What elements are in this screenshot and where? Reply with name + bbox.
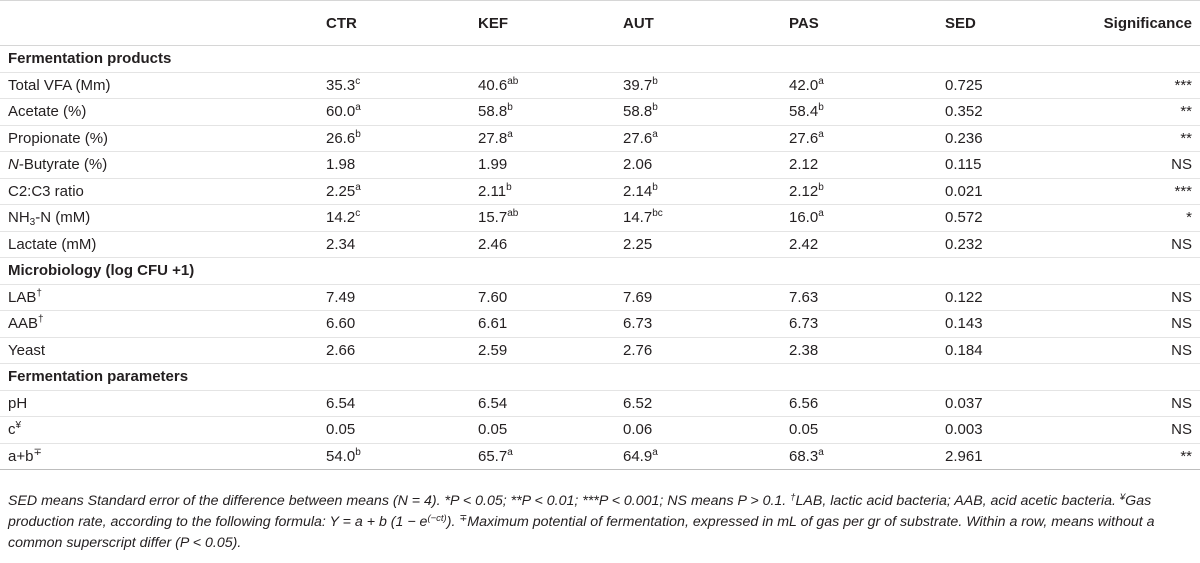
- cell-value: 54.0: [326, 447, 356, 465]
- cell-value: 6.54: [478, 394, 508, 412]
- cell-value: 64.9: [623, 447, 653, 465]
- cell-value: 2.06: [623, 156, 653, 174]
- table-row: [0, 72, 1200, 99]
- row-label: [0, 125, 322, 152]
- cell-ctr: [322, 231, 478, 258]
- cell-value: 2.66: [326, 341, 356, 359]
- cell-value: 26.6: [326, 129, 356, 147]
- cell-sed: [945, 178, 1071, 205]
- row-label: [0, 99, 322, 126]
- cell-pas: [789, 443, 945, 470]
- cell-superscript: b: [355, 128, 361, 140]
- cell-significance: NS: [1071, 231, 1200, 258]
- cell-value: 6.52: [623, 394, 653, 412]
- cell-significance: **: [1071, 443, 1200, 470]
- cell-ctr: [322, 417, 478, 444]
- cell-value: 6.60: [326, 315, 356, 333]
- cell-significance: ***: [1071, 178, 1200, 205]
- row-label: [0, 72, 322, 99]
- footnote-text: Maximum potential of fermentation, expressed in mL of gas per gr of substrate. Within a row, means without a common superscript differ (P < 0.05).: [8, 514, 1155, 551]
- cell-superscript: a: [507, 446, 513, 458]
- row-label-footnote-mark: ¥: [15, 420, 22, 432]
- cell-superscript: a: [355, 102, 361, 114]
- cell-aut: [622, 152, 789, 179]
- cell-value: 15.7: [478, 209, 508, 227]
- section-header-row: [0, 258, 1200, 285]
- header-aut: AUT: [622, 1, 789, 46]
- cell-value: 0.021: [945, 182, 983, 200]
- row-label-text: Propionate (%): [8, 129, 109, 147]
- table-footnote: [8, 491, 1194, 554]
- cell-superscript: a: [818, 446, 824, 458]
- header-sed: SED: [945, 1, 1071, 46]
- cell-significance: NS: [1071, 152, 1200, 179]
- cell-value: 39.7: [623, 76, 653, 94]
- table-row: [0, 390, 1200, 417]
- row-label-text: LAB: [8, 288, 37, 306]
- cell-pas: [789, 390, 945, 417]
- cell-value: 14.2: [326, 209, 356, 227]
- cell-significance: NS: [1071, 337, 1200, 364]
- section-title: Microbiology (log CFU +1): [0, 258, 1200, 285]
- cell-superscript: b: [652, 181, 658, 193]
- cell-value: 6.73: [623, 315, 653, 333]
- cell-kef: [478, 205, 622, 232]
- cell-value: 2.12: [789, 156, 819, 174]
- cell-value: 65.7: [478, 447, 508, 465]
- table-row: [0, 205, 1200, 232]
- cell-value: 2.34: [326, 235, 356, 253]
- cell-sed: [945, 337, 1071, 364]
- cell-value: 14.7: [623, 209, 653, 227]
- cell-value: 7.69: [623, 288, 653, 306]
- cell-value: 2.25: [326, 182, 356, 200]
- section-title: Fermentation parameters: [0, 364, 1200, 391]
- cell-aut: [622, 99, 789, 126]
- cell-ctr: [322, 178, 478, 205]
- cell-pas: [789, 99, 945, 126]
- cell-value: 0.06: [623, 421, 653, 439]
- section-header-row: [0, 46, 1200, 73]
- row-label-text: a+b: [8, 447, 34, 465]
- cell-value: 0.115: [945, 156, 982, 174]
- cell-value: 0.236: [945, 129, 983, 147]
- cell-value: 27.6: [623, 129, 653, 147]
- cell-value: 2.76: [623, 341, 653, 359]
- cell-value: 0.05: [478, 421, 508, 439]
- cell-superscript: b: [507, 102, 513, 114]
- row-label-text: Acetate (%): [8, 103, 87, 121]
- cell-significance: *: [1071, 205, 1200, 232]
- cell-pas: [789, 231, 945, 258]
- header-significance: Significance: [1071, 1, 1200, 46]
- cell-pas: [789, 311, 945, 338]
- cell-superscript: c: [355, 75, 361, 87]
- cell-aut: [622, 443, 789, 470]
- table-row: [0, 231, 1200, 258]
- footnote-minus-plus: ∓: [459, 513, 468, 524]
- cell-pas: [789, 125, 945, 152]
- cell-aut: [622, 125, 789, 152]
- cell-value: 6.73: [789, 315, 819, 333]
- cell-pas: [789, 72, 945, 99]
- cell-aut: [622, 205, 789, 232]
- footnote-text: Gas production rate, according to the following formula: Y = a + b (1 − e: [8, 493, 1152, 530]
- cell-pas: [789, 417, 945, 444]
- table-row: [0, 99, 1200, 126]
- cell-value: 7.63: [789, 288, 819, 306]
- row-label-text: Yeast: [8, 341, 45, 359]
- row-label: [0, 443, 322, 470]
- cell-aut: [622, 178, 789, 205]
- cell-value: 27.6: [789, 129, 819, 147]
- cell-sed: [945, 390, 1071, 417]
- table-row: [0, 125, 1200, 152]
- cell-ctr: [322, 99, 478, 126]
- row-label: [0, 311, 322, 338]
- cell-aut: [622, 72, 789, 99]
- cell-value: 7.49: [326, 288, 356, 306]
- cell-ctr: [322, 72, 478, 99]
- cell-value: 2.12: [789, 182, 819, 200]
- cell-sed: [945, 72, 1071, 99]
- table-row: [0, 284, 1200, 311]
- cell-sed: [945, 417, 1071, 444]
- cell-ctr: [322, 284, 478, 311]
- cell-superscript: a: [507, 128, 513, 140]
- cell-pas: [789, 178, 945, 205]
- cell-value: 42.0: [789, 76, 819, 94]
- table-row: [0, 311, 1200, 338]
- cell-superscript: a: [818, 128, 824, 140]
- cell-value: 0.352: [945, 103, 983, 121]
- cell-sed: [945, 152, 1071, 179]
- cell-value: 0.003: [945, 421, 983, 439]
- cell-kef: [478, 337, 622, 364]
- row-label: [0, 337, 322, 364]
- row-label-text: C2:C3 ratio: [8, 182, 84, 200]
- cell-value: 2.38: [789, 341, 819, 359]
- row-label-prefix: NH: [8, 209, 30, 227]
- cell-sed: [945, 125, 1071, 152]
- cell-value: 2.11: [478, 182, 507, 200]
- cell-sed: [945, 99, 1071, 126]
- cell-value: 0.184: [945, 341, 983, 359]
- footnote-exponent: (−ct): [427, 513, 447, 524]
- table-body: [0, 46, 1200, 470]
- cell-significance: NS: [1071, 284, 1200, 311]
- cell-value: 0.143: [945, 315, 983, 333]
- cell-value: 35.3: [326, 76, 356, 94]
- row-label-text: -N (mM): [35, 209, 91, 227]
- row-label-italic: N: [8, 156, 19, 174]
- row-label: [0, 178, 322, 205]
- row-label-footnote-mark: ∓: [33, 446, 42, 458]
- cell-value: 0.037: [945, 394, 983, 412]
- cell-ctr: [322, 443, 478, 470]
- cell-pas: [789, 152, 945, 179]
- footnote-yen: ¥: [1119, 492, 1126, 503]
- cell-superscript: a: [652, 446, 658, 458]
- row-label-text: -Butyrate (%): [18, 156, 108, 174]
- cell-ctr: [322, 311, 478, 338]
- row-label-footnote-mark: †: [38, 314, 44, 326]
- table-row: [0, 417, 1200, 444]
- cell-superscript: ab: [507, 75, 519, 87]
- cell-value: 58.4: [789, 103, 819, 121]
- cell-value: 58.8: [478, 103, 508, 121]
- cell-superscript: a: [818, 75, 824, 87]
- cell-superscript: b: [818, 181, 824, 193]
- cell-kef: [478, 125, 622, 152]
- row-label: [0, 152, 322, 179]
- cell-superscript: a: [355, 181, 361, 193]
- footnote-dagger: †: [790, 492, 796, 503]
- cell-superscript: b: [652, 102, 658, 114]
- footnote-text: ).: [446, 514, 460, 530]
- footnote-text: LAB, lactic acid bacteria; AAB, acid acetic bacteria.: [795, 493, 1120, 509]
- cell-superscript: a: [818, 208, 824, 220]
- cell-value: 0.05: [326, 421, 356, 439]
- cell-value: 2.14: [623, 182, 653, 200]
- cell-ctr: [322, 205, 478, 232]
- cell-superscript: bc: [652, 208, 663, 220]
- cell-sed: [945, 205, 1071, 232]
- table-row: [0, 152, 1200, 179]
- cell-value: 1.99: [478, 156, 508, 174]
- cell-value: 68.3: [789, 447, 819, 465]
- cell-value: 40.6: [478, 76, 508, 94]
- cell-superscript: b: [818, 102, 824, 114]
- cell-kef: [478, 417, 622, 444]
- cell-sed: [945, 311, 1071, 338]
- cell-significance: NS: [1071, 390, 1200, 417]
- cell-ctr: [322, 390, 478, 417]
- cell-kef: [478, 152, 622, 179]
- cell-superscript: b: [355, 446, 361, 458]
- row-label-text: AAB: [8, 315, 39, 333]
- cell-value: 2.25: [623, 235, 653, 253]
- header-row: [0, 1, 1200, 46]
- header-pas: PAS: [789, 1, 945, 46]
- cell-significance: NS: [1071, 417, 1200, 444]
- cell-superscript: c: [355, 208, 361, 220]
- cell-pas: [789, 337, 945, 364]
- section-header-row: [0, 364, 1200, 391]
- cell-value: 2.42: [789, 235, 819, 253]
- cell-significance: ***: [1071, 72, 1200, 99]
- cell-kef: [478, 390, 622, 417]
- table-row: [0, 443, 1200, 470]
- cell-value: 2.46: [478, 235, 508, 253]
- cell-value: 16.0: [789, 209, 819, 227]
- cell-significance: **: [1071, 125, 1200, 152]
- row-label: [0, 231, 322, 258]
- cell-kef: [478, 72, 622, 99]
- row-label-text: Lactate (mM): [8, 235, 97, 253]
- cell-aut: [622, 231, 789, 258]
- cell-value: 6.56: [789, 394, 819, 412]
- cell-aut: [622, 390, 789, 417]
- cell-value: 27.8: [478, 129, 508, 147]
- row-label: [0, 390, 322, 417]
- cell-value: 0.572: [945, 209, 983, 227]
- cell-kef: [478, 99, 622, 126]
- cell-pas: [789, 205, 945, 232]
- cell-superscript: b: [652, 75, 658, 87]
- cell-value: 0.232: [945, 235, 983, 253]
- row-label: [0, 205, 322, 232]
- cell-significance: **: [1071, 99, 1200, 126]
- table-row: [0, 337, 1200, 364]
- cell-kef: [478, 311, 622, 338]
- row-label: [0, 284, 322, 311]
- cell-kef: [478, 178, 622, 205]
- cell-sed: [945, 231, 1071, 258]
- cell-value: 58.8: [623, 103, 653, 121]
- table-row: [0, 178, 1200, 205]
- cell-aut: [622, 311, 789, 338]
- cell-ctr: [322, 337, 478, 364]
- cell-sed: [945, 284, 1071, 311]
- cell-value: 0.122: [945, 288, 983, 306]
- section-title: Fermentation products: [0, 46, 1200, 73]
- cell-ctr: [322, 152, 478, 179]
- cell-value: 0.725: [945, 76, 983, 94]
- row-label-subscript: 3: [29, 217, 36, 229]
- cell-significance: NS: [1071, 311, 1200, 338]
- cell-ctr: [322, 125, 478, 152]
- cell-sed: [945, 443, 1071, 470]
- header-empty: [0, 1, 322, 46]
- cell-aut: [622, 337, 789, 364]
- cell-superscript: a: [652, 128, 658, 140]
- cell-aut: [622, 417, 789, 444]
- cell-pas: [789, 284, 945, 311]
- header-kef: KEF: [478, 1, 622, 46]
- header-ctr: CTR: [322, 1, 478, 46]
- row-label: [0, 417, 322, 444]
- cell-value: 6.61: [478, 315, 508, 333]
- cell-kef: [478, 284, 622, 311]
- cell-value: 2.59: [478, 341, 508, 359]
- cell-value: 6.54: [326, 394, 356, 412]
- cell-aut: [622, 284, 789, 311]
- row-label-footnote-mark: †: [36, 287, 42, 299]
- cell-kef: [478, 231, 622, 258]
- cell-value: 7.60: [478, 288, 508, 306]
- row-label-text: pH: [8, 394, 28, 412]
- cell-superscript: b: [506, 181, 512, 193]
- row-label-text: c: [8, 421, 16, 439]
- cell-value: 1.98: [326, 156, 356, 174]
- cell-superscript: ab: [507, 208, 519, 220]
- cell-value: 60.0: [326, 103, 356, 121]
- cell-kef: [478, 443, 622, 470]
- cell-value: 0.05: [789, 421, 819, 439]
- row-label-text: Total VFA (Mm): [8, 76, 111, 94]
- footnote-text: SED means Standard error of the difference between means (N = 4). *P < 0.05; **P < 0.01; ***P < 0.001; NS means P > 0.1.: [8, 493, 791, 509]
- cell-value: 2.961: [945, 447, 983, 465]
